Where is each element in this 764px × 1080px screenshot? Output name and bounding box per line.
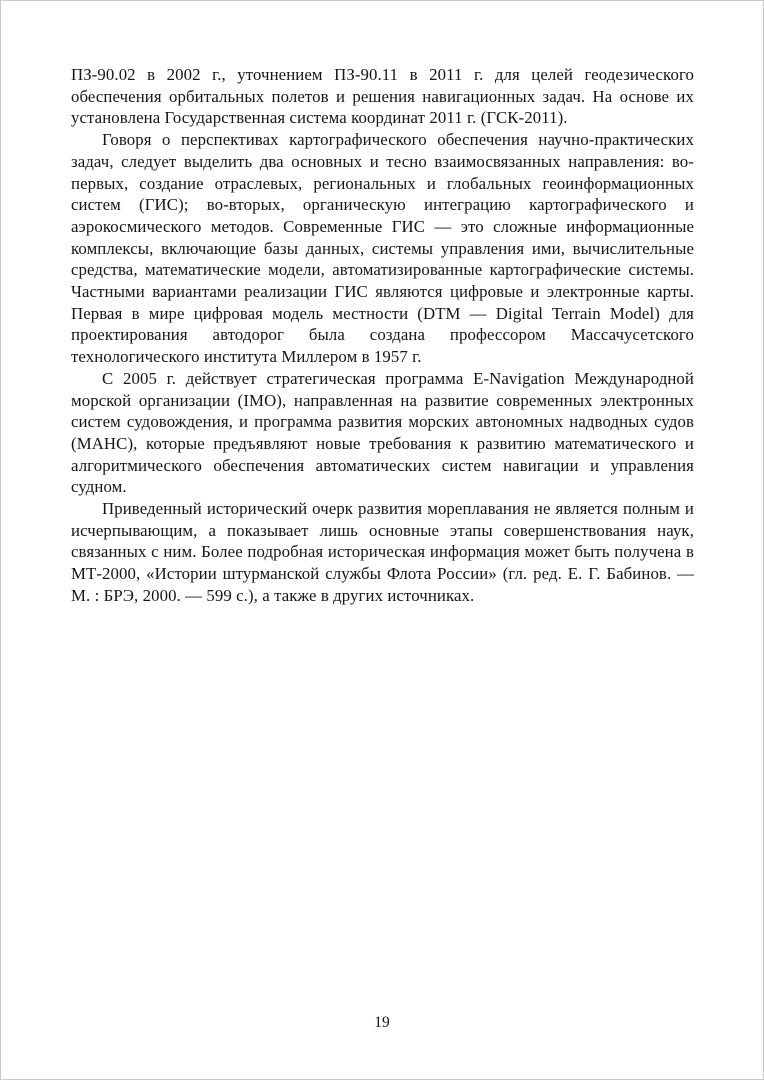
document-page bbox=[1, 1, 763, 1079]
paragraph-enavigation: С 2005 г. действует стратегическая программа E-Navigation Международной морской организации (IMO), направленная на развитие современных электронных систем судовождения, и программа развития морских автономных надводных судов (МАНС), которые предъявляют новые требования к развитию математического и алгоритмического обеспечения автоматических систем навигации и управления судном. bbox=[71, 368, 694, 497]
paragraph-historical-summary: Приведенный исторический очерк развития мореплавания не является полным и исчерпывающим, а показывает лишь основные этапы совершенствования наук, связанных с ним. Более подробная историческая информация может быть получена в МТ-2000, «Истории штурманской службы Флота России» (гл. ред. Е. Г. Бабинов. — М. : БРЭ, 2000. — 599 с.), а также в других источниках. bbox=[71, 499, 694, 605]
paragraph-continuation: ПЗ-90.02 в 2002 г., уточнением ПЗ-90.11 в 2011 г. для целей геодезического обеспечения орбитальных полетов и решения навигационных задач. На основе их установлена Государственная система координат 2011 г. (ГСК-2011). bbox=[71, 65, 694, 128]
paragraph-gis-perspectives: Говоря о перспективах картографического обеспечения научно-практических задач, следует выделить два основных и тесно взаимосвязанных направления: во-первых, создание отраслевых, региональных и глобальных геоинформационных систем (ГИС); во-вторых, органическую интеграцию картографического и аэрокосмического методов. Современные ГИС — это сложные информационные комплексы, включающие базы данных, системы управления ими, вычислительные средства, математические модели, автоматизированные картографические системы. Частными вариантами реализации ГИС являются цифровые и электронные карты. Первая в мире цифровая модель местности (DTM — Digital Terrain Model) для проектирования автодорог была создана профессором Массачусетского технологического института Миллером в 1957 г. bbox=[71, 130, 694, 367]
text-block bbox=[71, 64, 694, 607]
page-number: 19 bbox=[374, 1014, 390, 1031]
